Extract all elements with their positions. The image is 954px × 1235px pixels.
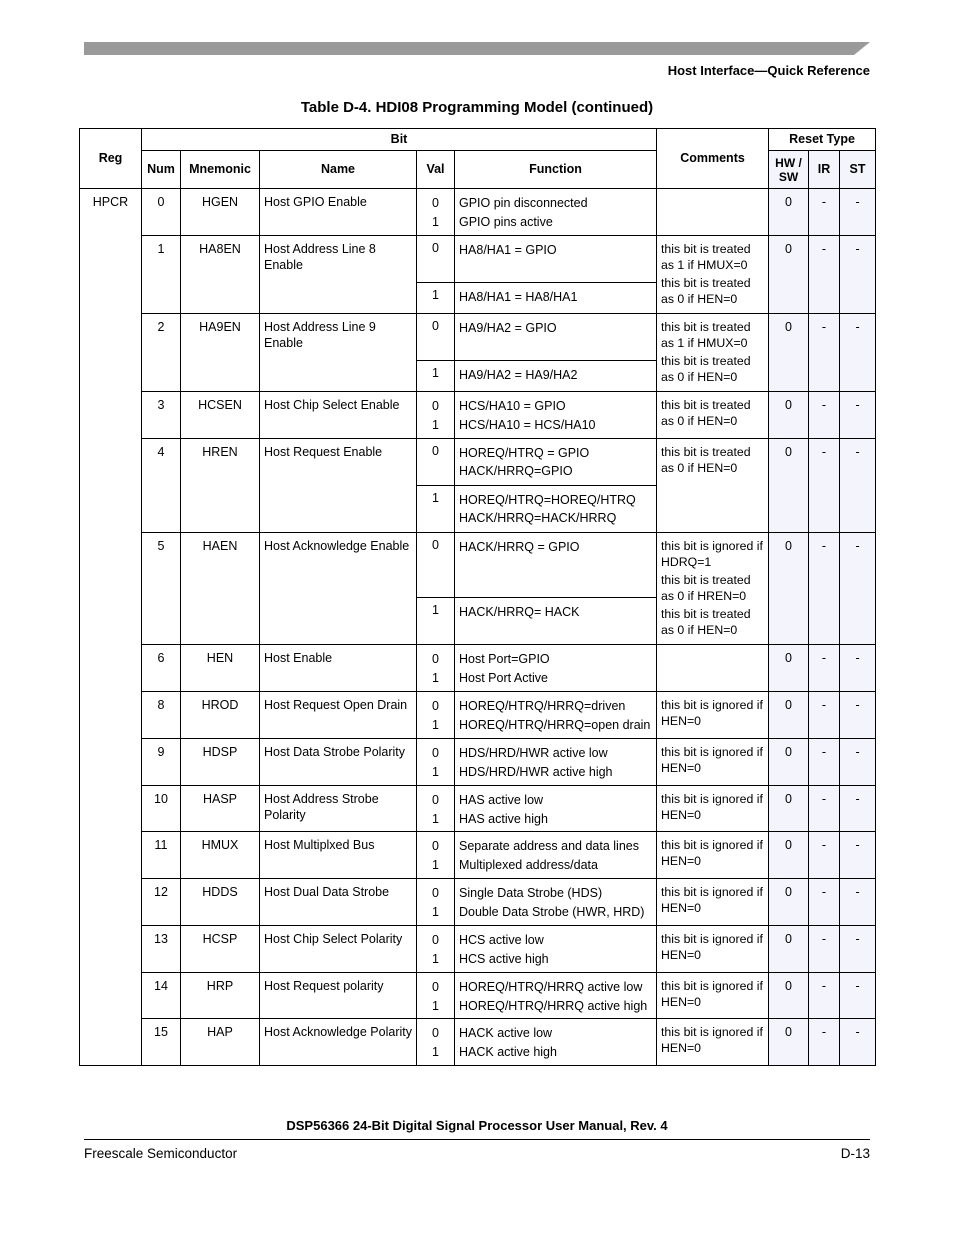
bit-name: Host Acknowledge Polarity [260, 1019, 417, 1066]
table-row [80, 533, 876, 598]
bit-num: 14 [142, 973, 181, 1019]
reset-st: - [840, 926, 876, 973]
programming-model-table [79, 128, 876, 1066]
reset-hw-sw: 0 [769, 879, 809, 926]
function-line: HA9/HA2 = GPIO [459, 321, 557, 335]
comment-line: this bit is treated as 0 if HEN=0 [661, 276, 751, 306]
val-line: 0 [432, 793, 439, 807]
comment-line: this bit is treated as 1 if HMUX=0 [661, 320, 751, 350]
bit-mnemonic: HDSP [181, 739, 260, 786]
comment-line: this bit is treated as 1 if HMUX=0 [661, 242, 751, 272]
function-line: HAS active low [459, 793, 544, 807]
running-header: Host Interface—Quick Reference [667, 63, 870, 78]
bit-name: Host Address Line 8 Enable [260, 236, 417, 314]
function-line: HOREQ/HTRQ/HRRQ=open drain [459, 718, 651, 732]
bit-num: 9 [142, 739, 181, 786]
comment-line: this bit is treated as 0 if HEN=0 [661, 354, 751, 384]
val-line: 0 [432, 699, 439, 713]
bit-name: Host Multiplxed Bus [260, 832, 417, 879]
bit-name: Host Enable [260, 645, 417, 692]
function-cell [455, 739, 657, 786]
bit-mnemonic: HCSP [181, 926, 260, 973]
comment-line: this bit is treated as 0 if HREN=0 [661, 573, 751, 603]
reset-st: - [840, 692, 876, 739]
bit-num: 1 [142, 236, 181, 314]
function-line: Double Data Strobe (HWR, HRD) [459, 905, 645, 919]
comments-cell [657, 973, 769, 1019]
bit-mnemonic: HAEN [181, 533, 260, 645]
bit-mnemonic: HMUX [181, 832, 260, 879]
reset-ir: - [809, 645, 840, 692]
val-line: 0 [432, 746, 439, 760]
bit-mnemonic: HA8EN [181, 236, 260, 314]
reset-st: - [840, 189, 876, 236]
comment-line: this bit is treated as 0 if HEN=0 [661, 445, 751, 475]
function-line: HOREQ/HTRQ/HRRQ active low [459, 980, 643, 994]
val-line: 0 [432, 399, 439, 413]
function-cell [455, 645, 657, 692]
bit-mnemonic: HGEN [181, 189, 260, 236]
reset-ir: - [809, 973, 840, 1019]
function-cell [455, 486, 657, 533]
reset-ir: - [809, 1019, 840, 1066]
footer-divider [84, 1139, 870, 1140]
function-line: HACK/HRRQ = GPIO [459, 540, 580, 554]
table-row [80, 786, 876, 832]
table-row [80, 879, 876, 926]
comment-line: this bit is ignored if HEN=0 [661, 792, 763, 822]
bit-name: Host Request Open Drain [260, 692, 417, 739]
reset-hw-sw: 0 [769, 189, 809, 236]
reset-hw-sw: 0 [769, 786, 809, 832]
function-cell [455, 361, 657, 392]
function-line: HOREQ/HTRQ = GPIO [459, 446, 590, 460]
function-cell [455, 314, 657, 361]
val-line: 1 [432, 952, 439, 966]
comments-cell [657, 832, 769, 879]
reset-st: - [840, 879, 876, 926]
comment-line: this bit is ignored if HEN=0 [661, 932, 763, 962]
reset-hw-sw: 0 [769, 692, 809, 739]
function-cell [455, 832, 657, 879]
manual-title: DSP56366 24-Bit Digital Signal Processor User Manual, Rev. 4 [286, 1118, 668, 1133]
reset-ir: - [809, 926, 840, 973]
comment-line: this bit is ignored if HEN=0 [661, 1025, 763, 1055]
function-line: GPIO pin disconnected [459, 196, 588, 210]
reset-ir: - [809, 533, 840, 645]
function-line: HCS active low [459, 933, 544, 947]
reset-hw-sw: 0 [769, 926, 809, 973]
bit-num: 12 [142, 879, 181, 926]
function-line: HAS active high [459, 812, 548, 826]
table-row [80, 236, 876, 283]
bit-num: 0 [142, 189, 181, 236]
val-cell [417, 879, 455, 926]
bit-name: Host Dual Data Strobe [260, 879, 417, 926]
val-cell [417, 973, 455, 1019]
reset-ir: - [809, 786, 840, 832]
bit-num: 3 [142, 392, 181, 439]
reset-ir: - [809, 392, 840, 439]
bit-mnemonic: HAP [181, 1019, 260, 1066]
bit-name: Host Address Line 9 Enable [260, 314, 417, 392]
function-line: HDS/HRD/HWR active low [459, 746, 608, 760]
reset-hw-sw: 0 [769, 645, 809, 692]
comment-line: this bit is ignored if HEN=0 [661, 745, 763, 775]
val-line: 1 [432, 1045, 439, 1059]
function-line: HACK/HRRQ=GPIO [459, 464, 573, 478]
val-line: 1 [432, 418, 439, 432]
bit-name: Host Chip Select Enable [260, 392, 417, 439]
val-cell: 1 [417, 283, 455, 314]
comments-cell [657, 533, 769, 645]
val-line: 1 [432, 765, 439, 779]
val-line: 1 [432, 905, 439, 919]
function-line: HCS/HA10 = HCS/HA10 [459, 418, 596, 432]
val-cell [417, 739, 455, 786]
table-row [80, 926, 876, 973]
function-line: HA9/HA2 = HA9/HA2 [459, 368, 578, 382]
function-line: HACK/HRRQ= HACK [459, 605, 580, 619]
reset-st: - [840, 786, 876, 832]
comment-line: this bit is ignored if HDRQ=1 [661, 539, 763, 569]
function-line: Separate address and data lines [459, 839, 639, 853]
val-cell: 0 [417, 236, 455, 283]
function-cell [455, 879, 657, 926]
comments-cell [657, 739, 769, 786]
reset-ir: - [809, 314, 840, 392]
bit-num: 15 [142, 1019, 181, 1066]
name-header: Name [260, 151, 417, 189]
val-line: 0 [432, 1026, 439, 1040]
table-title: Table D-4. HDI08 Programming Model (continued) [300, 99, 654, 116]
reset-ir: - [809, 189, 840, 236]
comments-cell [657, 314, 769, 392]
comments-cell [657, 392, 769, 439]
bit-num: 10 [142, 786, 181, 832]
comments-cell [657, 692, 769, 739]
function-line: GPIO pins active [459, 215, 553, 229]
bit-name: Host Address Strobe Polarity [260, 786, 417, 832]
bit-num: 6 [142, 645, 181, 692]
reset-st: - [840, 645, 876, 692]
comments-cell [657, 439, 769, 533]
val-line: 1 [432, 671, 439, 685]
function-cell [455, 598, 657, 645]
function-line: HACK active high [459, 1045, 557, 1059]
comments-cell [657, 879, 769, 926]
function-cell [455, 439, 657, 486]
reset-hw-sw: 0 [769, 832, 809, 879]
val-cell: 1 [417, 598, 455, 645]
bit-mnemonic: HRP [181, 973, 260, 1019]
reset-st: - [840, 392, 876, 439]
comment-line: this bit is ignored if HEN=0 [661, 838, 763, 868]
comments-cell [657, 786, 769, 832]
bit-num: 13 [142, 926, 181, 973]
reset-hw-sw: 0 [769, 973, 809, 1019]
bit-header: Bit [142, 129, 657, 151]
reset-ir: - [809, 739, 840, 786]
val-line: 0 [432, 980, 439, 994]
function-line: HDS/HRD/HWR active high [459, 765, 613, 779]
function-line: Host Port=GPIO [459, 652, 550, 666]
comments-cell [657, 1019, 769, 1066]
bit-mnemonic: HA9EN [181, 314, 260, 392]
reset-st: - [840, 832, 876, 879]
function-line: HACK/HRRQ=HACK/HRRQ [459, 511, 617, 525]
header-decorative-bar [84, 42, 870, 55]
reset-ir: - [809, 832, 840, 879]
val-line: 1 [432, 718, 439, 732]
function-cell [455, 786, 657, 832]
function-cell [455, 973, 657, 1019]
reset-st: - [840, 1019, 876, 1066]
val-line: 0 [432, 933, 439, 947]
comments-cell [657, 189, 769, 236]
comment-line: this bit is treated as 0 if HEN=0 [661, 398, 751, 428]
reset-hw-sw: 0 [769, 739, 809, 786]
val-cell [417, 926, 455, 973]
function-line: HA8/HA1 = HA8/HA1 [459, 290, 578, 304]
ir-header: IR [809, 151, 840, 189]
company-name: Freescale Semiconductor [84, 1146, 238, 1161]
bit-num: 2 [142, 314, 181, 392]
comment-line: this bit is ignored if HEN=0 [661, 885, 763, 915]
comment-line: this bit is treated as 0 if HEN=0 [661, 607, 751, 637]
table-row [80, 692, 876, 739]
function-cell [455, 283, 657, 314]
reset-st: - [840, 973, 876, 1019]
table-row [80, 189, 876, 236]
comments-header: Comments [657, 129, 769, 189]
reg-header: Reg [80, 129, 142, 189]
function-line: HOREQ/HTRQ/HRRQ active high [459, 999, 648, 1013]
comment-line: this bit is ignored if HEN=0 [661, 698, 763, 728]
num-header: Num [142, 151, 181, 189]
function-line: HOREQ/HTRQ=HOREQ/HTRQ [459, 493, 636, 507]
function-line: Host Port Active [459, 671, 548, 685]
val-line: 0 [432, 886, 439, 900]
function-cell [455, 189, 657, 236]
val-cell: 0 [417, 533, 455, 598]
table-row [80, 392, 876, 439]
bit-mnemonic: HEN [181, 645, 260, 692]
reset-st: - [840, 236, 876, 314]
bit-mnemonic: HROD [181, 692, 260, 739]
val-cell [417, 832, 455, 879]
bit-num: 5 [142, 533, 181, 645]
reset-ir: - [809, 439, 840, 533]
val-line: 1 [432, 999, 439, 1013]
function-cell [455, 1019, 657, 1066]
val-line: 1 [432, 215, 439, 229]
bit-mnemonic: HREN [181, 439, 260, 533]
st-header: ST [840, 151, 876, 189]
bit-mnemonic: HASP [181, 786, 260, 832]
function-line: HA8/HA1 = GPIO [459, 243, 557, 257]
bit-name: Host Acknowledge Enable [260, 533, 417, 645]
val-cell [417, 786, 455, 832]
table-row [80, 1019, 876, 1066]
val-line: 1 [432, 858, 439, 872]
val-cell: 1 [417, 361, 455, 392]
page-number: D-13 [840, 1146, 870, 1161]
bit-num: 4 [142, 439, 181, 533]
reset-hw-sw: 0 [769, 236, 809, 314]
function-line: HOREQ/HTRQ/HRRQ=driven [459, 699, 626, 713]
bit-mnemonic: HCSEN [181, 392, 260, 439]
reset-ir: - [809, 692, 840, 739]
hw-sw-header: HW / SW [769, 151, 809, 189]
reset-st: - [840, 439, 876, 533]
val-cell [417, 189, 455, 236]
val-cell: 0 [417, 439, 455, 486]
reset-ir: - [809, 236, 840, 314]
val-line: 0 [432, 652, 439, 666]
comments-cell [657, 236, 769, 314]
val-cell: 1 [417, 486, 455, 533]
val-line: 0 [432, 839, 439, 853]
function-line: Single Data Strobe (HDS) [459, 886, 603, 900]
bit-name: Host GPIO Enable [260, 189, 417, 236]
table-row [80, 973, 876, 1019]
reset-hw-sw: 0 [769, 533, 809, 645]
mnemonic-header: Mnemonic [181, 151, 260, 189]
bit-name: Host Chip Select Polarity [260, 926, 417, 973]
function-line: HCS/HA10 = GPIO [459, 399, 566, 413]
val-cell [417, 1019, 455, 1066]
val-cell [417, 645, 455, 692]
function-line: HACK active low [459, 1026, 553, 1040]
function-cell [455, 236, 657, 283]
reset-st: - [840, 314, 876, 392]
function-line: HCS active high [459, 952, 549, 966]
reset-hw-sw: 0 [769, 392, 809, 439]
reset-hw-sw: 0 [769, 314, 809, 392]
bit-name: Host Request polarity [260, 973, 417, 1019]
function-cell [455, 692, 657, 739]
table-row [80, 832, 876, 879]
bit-num: 11 [142, 832, 181, 879]
val-cell [417, 392, 455, 439]
bit-name: Host Request Enable [260, 439, 417, 533]
function-header: Function [455, 151, 657, 189]
val-cell [417, 692, 455, 739]
function-cell [455, 392, 657, 439]
table-row [80, 739, 876, 786]
table-row [80, 439, 876, 486]
reg-cell: HPCR [80, 189, 142, 1066]
val-line: 0 [432, 196, 439, 210]
reset-st: - [840, 739, 876, 786]
table-row [80, 314, 876, 361]
comments-cell [657, 926, 769, 973]
comment-line: this bit is ignored if HEN=0 [661, 979, 763, 1009]
function-cell [455, 926, 657, 973]
val-cell: 0 [417, 314, 455, 361]
bit-mnemonic: HDDS [181, 879, 260, 926]
reset-ir: - [809, 879, 840, 926]
reset-st: - [840, 533, 876, 645]
val-header: Val [417, 151, 455, 189]
reset-hw-sw: 0 [769, 1019, 809, 1066]
bit-num: 8 [142, 692, 181, 739]
reset-type-header: Reset Type [769, 129, 876, 151]
reset-hw-sw: 0 [769, 439, 809, 533]
comments-cell [657, 645, 769, 692]
bit-name: Host Data Strobe Polarity [260, 739, 417, 786]
table-row [80, 645, 876, 692]
val-line: 1 [432, 812, 439, 826]
function-cell [455, 533, 657, 598]
function-line: Multiplexed address/data [459, 858, 598, 872]
